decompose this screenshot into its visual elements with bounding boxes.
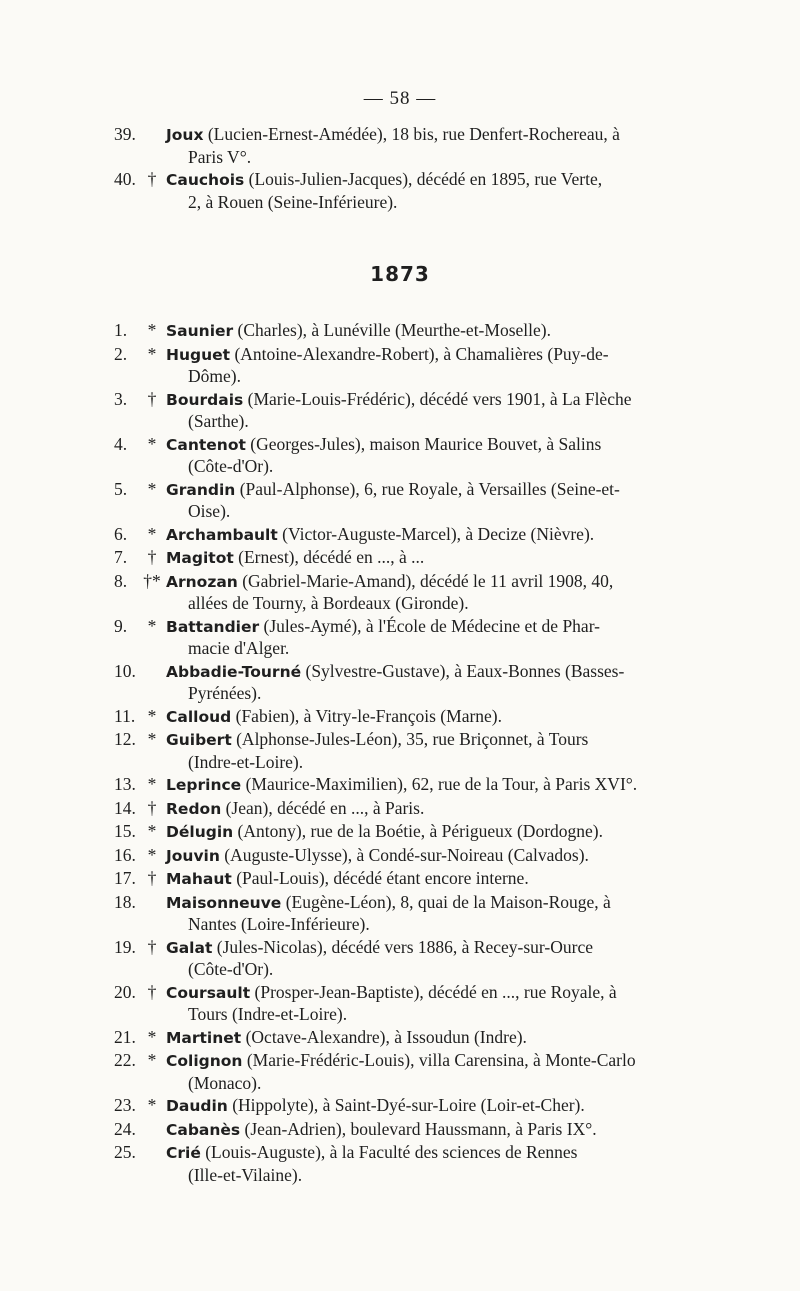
list-item — [0, 729, 800, 773]
entry-number: 7. — [114, 547, 128, 567]
entries-list-1873 — [0, 320, 800, 1187]
entry-mark: * — [147, 774, 157, 794]
entry-details: (Gabriel-Marie-Amand), décédé le 11 avril 1908, 40, — [237, 570, 614, 591]
entry-name: Délugin — [166, 823, 234, 841]
entry-name: Coursault — [166, 983, 251, 1002]
entry-number: 16. — [114, 844, 136, 865]
list-item — [0, 320, 800, 343]
entry-mark: * — [147, 844, 157, 865]
entry-details: (Prosper-Jean-Baptiste), décédé en ..., rue Royale, à — [250, 981, 617, 1002]
entry-mark: † — [147, 936, 157, 957]
entry-number: 22. — [114, 1050, 136, 1070]
entry-continuation: (Monaco). — [188, 1072, 262, 1093]
entry-continuation: Dôme). — [188, 366, 241, 386]
entry-details: (Octave-Alexandre), à Issoudun (Indre). — [241, 1026, 527, 1047]
entry-number: 39. — [114, 124, 136, 144]
entry-mark: * — [147, 433, 157, 454]
entry-details: (Jean-Adrien), boulevard Haussmann, à Paris IX°. — [240, 1118, 597, 1139]
entry-details: (Antoine-Alexandre-Robert), à Chamalières (Puy-de- — [230, 343, 609, 364]
entry-text — [166, 661, 684, 705]
entry-number: 4. — [114, 433, 128, 454]
entry-name: Cabanès — [166, 1120, 241, 1139]
entry-mark: † — [147, 981, 157, 1002]
entry-details: (Lucien-Ernest-Amédée), 18 bis, rue Denfert-Rochereau, à — [203, 124, 620, 144]
entry-mark: * — [147, 523, 157, 544]
list-item — [0, 937, 800, 981]
entry-continuation: Paris V°. — [188, 146, 252, 167]
entry-number: 13. — [114, 774, 136, 794]
entry-text — [166, 344, 684, 388]
entry-mark: * — [147, 729, 157, 749]
entry-details: (Sylvestre-Gustave), à Eaux-Bonnes (Basses- — [301, 660, 625, 681]
entry-details: (Maurice-Maximilien), 62, rue de la Tour, à Paris XVI°. — [241, 774, 638, 794]
entry-mark: † — [147, 868, 157, 888]
entry-name: Crié — [166, 1144, 201, 1162]
entry-text — [166, 479, 684, 523]
list-item — [0, 571, 800, 615]
entry-name: Battandier — [166, 617, 260, 636]
entry-continuation: Tours (Indre-et-Loire). — [188, 1004, 348, 1024]
entry-text — [166, 774, 684, 797]
entry-text — [166, 868, 684, 891]
list-item — [0, 344, 800, 388]
entry-number: 17. — [114, 868, 136, 888]
entry-text — [166, 706, 684, 729]
entry-continuation: (Ille-et-Vilaine). — [188, 1164, 303, 1185]
entry-name: Daudin — [166, 1097, 228, 1115]
page-number: — 58 — — [363, 88, 437, 109]
entry-number: 14. — [114, 797, 136, 818]
entry-name: Redon — [166, 799, 222, 818]
entry-text — [166, 1027, 684, 1050]
list-item — [0, 661, 800, 705]
entry-number: 20. — [114, 981, 136, 1002]
entry-number: 12. — [114, 729, 136, 749]
entry-mark: * — [147, 1026, 157, 1047]
entry-number: 25. — [114, 1142, 136, 1162]
entry-name: Colignon — [166, 1052, 243, 1070]
entry-details: (Antony), rue de la Boétie, à Périgueux (Dordogne). — [233, 821, 603, 841]
entry-details: (Jean), décédé en ..., à Paris. — [221, 797, 425, 818]
entry-text — [166, 937, 684, 981]
entry-number: 24. — [114, 1118, 136, 1139]
entry-text — [166, 982, 684, 1026]
entry-text — [166, 320, 684, 343]
entry-name: Jouvin — [166, 846, 220, 865]
entry-text — [166, 434, 684, 478]
entry-name: Arnozan — [166, 572, 238, 591]
entry-details: (Auguste-Ulysse), à Condé-sur-Noireau (Calvados). — [219, 844, 589, 865]
entry-number: 6. — [114, 523, 128, 544]
list-item — [0, 798, 800, 821]
entry-mark: * — [147, 1095, 157, 1115]
list-item — [0, 1095, 800, 1118]
entry-name: Grandin — [166, 480, 236, 499]
list-item — [0, 845, 800, 868]
entry-number: 15. — [114, 821, 136, 841]
entry-number: 10. — [114, 660, 136, 681]
entry-text — [166, 1119, 684, 1142]
entry-number: 11. — [114, 705, 136, 726]
entry-name: Guibert — [166, 731, 232, 749]
entry-text — [166, 845, 684, 868]
entry-continuation: (Sarthe). — [188, 411, 249, 431]
entry-continuation: (Côte-d'Or). — [188, 959, 274, 979]
entry-name: Martinet — [166, 1028, 242, 1047]
entry-number: 21. — [114, 1026, 136, 1047]
entry-details: (Jules-Aymé), à l'École de Médecine et de Phar- — [259, 615, 601, 636]
entry-details: (Fabien), à Vitry-le-François (Marne). — [231, 705, 503, 726]
entry-number: 1. — [114, 320, 128, 340]
entry-details: (Georges-Jules), maison Maurice Bouvet, à Salins — [245, 433, 602, 454]
entry-mark: * — [147, 478, 157, 499]
entry-text — [166, 729, 684, 773]
list-item — [0, 479, 800, 523]
list-item — [0, 524, 800, 547]
entry-continuation: Oise). — [188, 501, 231, 521]
entry-number: 40. — [114, 169, 136, 189]
entry-name: Leprince — [166, 776, 242, 794]
entry-continuation: Nantes (Loire-Inférieure). — [188, 914, 370, 934]
entry-name: Calloud — [166, 707, 232, 726]
entry-details: (Eugène-Léon), 8, quai de la Maison-Rouge, à — [281, 891, 611, 912]
list-item — [0, 1142, 800, 1186]
entry-name: Cauchois — [166, 171, 245, 189]
entry-details: (Ernest), décédé en ..., à ... — [233, 547, 425, 567]
entry-mark: * — [147, 320, 157, 340]
entry-text — [166, 169, 684, 213]
entry-mark: † — [147, 797, 157, 818]
entry-number: 19. — [114, 936, 136, 957]
entry-continuation: allées de Tourny, à Bordeaux (Gironde). — [188, 593, 469, 613]
entry-details: (Jules-Nicolas), décédé vers 1886, à Recey-sur-Ource — [212, 936, 593, 957]
entry-number: 2. — [114, 343, 128, 364]
entry-name: Maisonneuve — [166, 893, 282, 912]
entry-text — [166, 616, 684, 660]
entry-mark: * — [147, 1050, 157, 1070]
entry-details: (Marie-Louis-Frédéric), décédé vers 1901, à La Flèche — [243, 388, 632, 409]
entry-number: 18. — [114, 891, 136, 912]
entry-text — [166, 1095, 684, 1118]
list-item — [0, 169, 800, 213]
entry-continuation: Pyrénées). — [188, 683, 262, 703]
entry-details: (Hippolyte), à Saint-Dyé-sur-Loire (Loir-et-Cher). — [227, 1095, 585, 1115]
entry-name: Saunier — [166, 322, 234, 340]
year-heading: 1873 — [370, 262, 430, 286]
entry-name: Magitot — [166, 549, 234, 567]
entry-text — [166, 892, 684, 936]
entry-text — [166, 821, 684, 844]
entry-continuation: (Indre-et-Loire). — [188, 751, 304, 772]
list-item — [0, 389, 800, 433]
entry-number: 5. — [114, 478, 128, 499]
list-item — [0, 1119, 800, 1142]
entry-text — [166, 389, 684, 433]
list-item — [0, 434, 800, 478]
entry-mark: † — [147, 169, 157, 189]
entry-number: 9. — [114, 615, 128, 636]
list-item — [0, 1027, 800, 1050]
entry-details: (Victor-Auguste-Marcel), à Decize (Nièvre). — [277, 523, 595, 544]
entry-name: Galat — [166, 938, 213, 957]
entry-details: (Louis-Julien-Jacques), décédé en 1895, rue Verte, — [244, 169, 603, 189]
entry-name: Joux — [166, 126, 204, 144]
entry-text — [166, 547, 684, 570]
list-item — [0, 982, 800, 1026]
entry-continuation: 2, à Rouen (Seine-Inférieure). — [188, 191, 398, 212]
entry-text — [166, 798, 684, 821]
list-item — [0, 547, 800, 570]
list-item — [0, 616, 800, 660]
entry-details: (Alphonse-Jules-Léon), 35, rue Briçonnet, à Tours — [231, 729, 589, 749]
entry-text — [166, 1142, 684, 1186]
list-item — [0, 868, 800, 891]
list-item — [0, 774, 800, 797]
entry-mark: * — [147, 821, 157, 841]
list-item — [0, 892, 800, 936]
list-item — [0, 124, 800, 168]
entry-name: Abbadie-Tourné — [166, 662, 302, 681]
entry-name: Cantenot — [166, 435, 246, 454]
list-item — [0, 821, 800, 844]
entry-mark: * — [147, 343, 157, 364]
list-item — [0, 706, 800, 729]
entry-details: (Marie-Frédéric-Louis), villa Carensina, à Monte-Carlo — [242, 1050, 636, 1070]
entry-text — [166, 124, 684, 168]
entry-text — [166, 571, 684, 615]
entry-text — [166, 524, 684, 547]
entry-number: 3. — [114, 388, 128, 409]
entry-details: (Paul-Louis), décédé étant encore interne. — [231, 868, 529, 888]
entry-continuation: (Côte-d'Or). — [188, 456, 274, 476]
entry-details: (Louis-Auguste), à la Faculté des sciences de Rennes — [200, 1142, 578, 1162]
entry-continuation: macie d'Alger. — [188, 638, 290, 658]
entry-text — [166, 1050, 684, 1094]
entry-mark: †* — [143, 570, 161, 591]
entry-name: Mahaut — [166, 870, 232, 888]
entry-name: Bourdais — [166, 390, 244, 409]
entry-mark: * — [147, 705, 157, 726]
entry-details: (Charles), à Lunéville (Meurthe-et-Moselle). — [233, 320, 551, 340]
entry-name: Archambault — [166, 525, 278, 544]
entry-name: Huguet — [166, 345, 231, 364]
entry-mark: † — [147, 388, 157, 409]
list-item — [0, 1050, 800, 1094]
entry-number: 8. — [114, 570, 128, 591]
entry-mark: * — [147, 615, 157, 636]
entry-details: (Paul-Alphonse), 6, rue Royale, à Versailles (Seine-et- — [235, 478, 620, 499]
entries-list-continued — [0, 124, 800, 214]
entry-number: 23. — [114, 1095, 136, 1115]
entry-mark: † — [147, 547, 157, 567]
